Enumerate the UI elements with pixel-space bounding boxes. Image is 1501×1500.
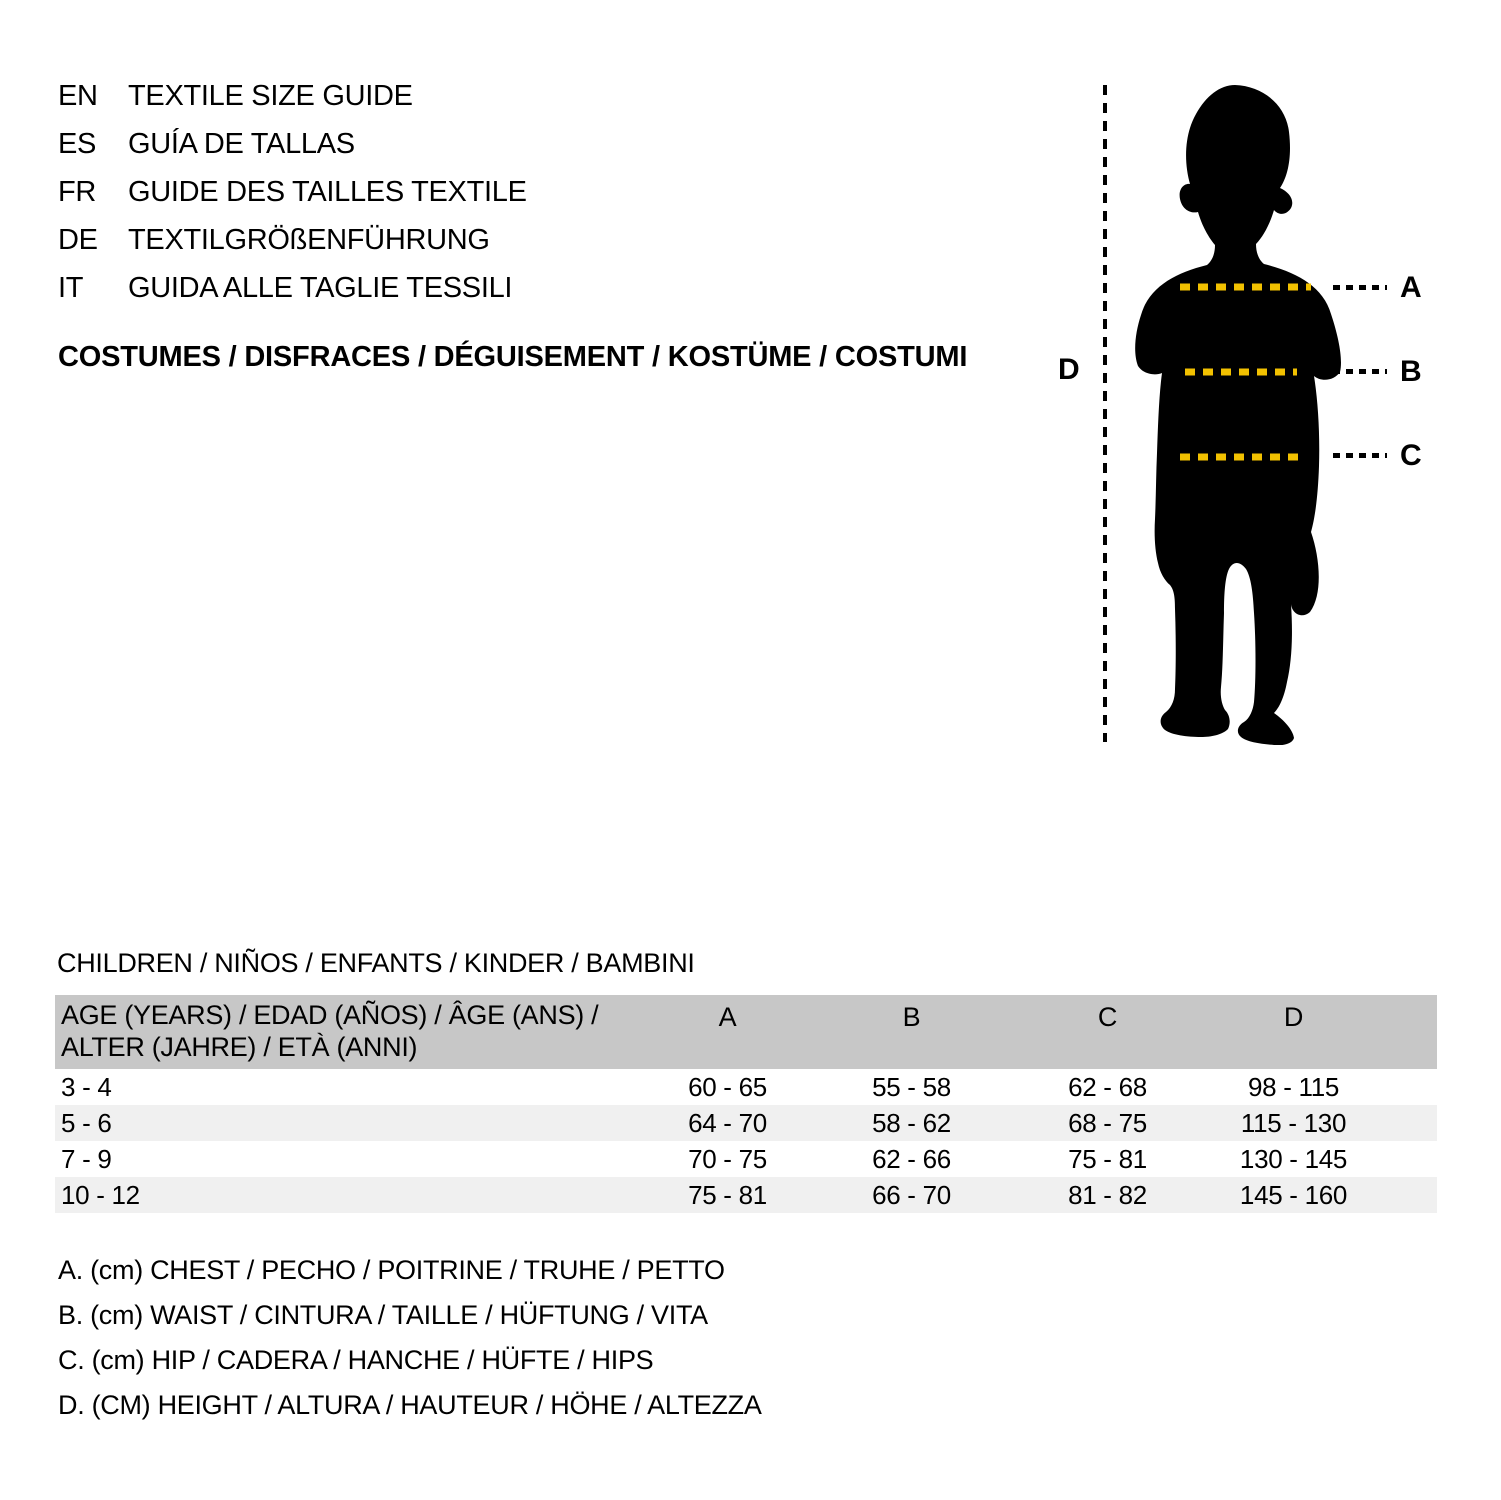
language-code: ES: [58, 127, 97, 160]
column-header-d: D: [1283, 1002, 1304, 1032]
waist-cell: 66 - 70: [872, 1179, 951, 1210]
age-cell: 10 - 12: [61, 1179, 140, 1210]
chest-cell: 60 - 65: [688, 1071, 767, 1102]
language-code: FR: [58, 175, 97, 208]
language-row-es: [58, 120, 527, 168]
header-spacer: [1375, 999, 1437, 1063]
table-row: [55, 1105, 1437, 1141]
table-row: [55, 1177, 1437, 1213]
age-header-line2: ALTER (JAHRE) / ETÀ (ANNI): [61, 1032, 418, 1062]
height-measure-line-d: [1103, 85, 1107, 742]
waist-cell: 55 - 58: [872, 1071, 951, 1102]
table-row: [55, 1141, 1437, 1177]
age-header-line1: AGE (YEARS) / EDAD (AÑOS) / ÂGE (ANS) /: [61, 1000, 599, 1030]
guide-title-es: GUÍA DE TALLAS: [128, 127, 355, 160]
legend-height: D. (CM) HEIGHT / ALTURA / HAUTEUR / HÖHE / ALTEZZA: [58, 1390, 762, 1420]
table-header-row: [55, 995, 1437, 1069]
guide-title-de: TEXTILGRÖßENFÜHRUNG: [128, 223, 490, 256]
table-row: [55, 1069, 1437, 1105]
category-title: COSTUMES / DISFRACES / DÉGUISEMENT / KOSTÜME / COSTUMI: [58, 341, 968, 373]
language-code: DE: [58, 223, 98, 256]
hip-cell: 68 - 75: [1068, 1107, 1147, 1138]
waist-cell: 62 - 66: [872, 1143, 951, 1174]
chest-cell: 64 - 70: [688, 1107, 767, 1138]
height-cell: 98 - 115: [1247, 1071, 1340, 1102]
language-code: EN: [58, 79, 98, 112]
chest-label-a: A: [1400, 271, 1422, 304]
waist-label-b: B: [1400, 355, 1422, 388]
chest-cell: 75 - 81: [688, 1179, 767, 1210]
child-body-shape: [1135, 85, 1341, 745]
language-row-en: [58, 72, 527, 120]
age-cell: 5 - 6: [61, 1107, 112, 1138]
legend-waist: B. (cm) WAIST / CINTURA / TAILLE / HÜFTUNG / VITA: [58, 1300, 708, 1330]
language-code: IT: [58, 271, 84, 304]
section-title-children: CHILDREN / NIÑOS / ENFANTS / KINDER / BAMBINI: [57, 948, 695, 978]
language-row-it: [58, 264, 527, 312]
age-cell: 7 - 9: [61, 1143, 112, 1174]
language-row-de: [58, 216, 527, 264]
legend-hip: C. (cm) HIP / CADERA / HANCHE / HÜFTE / HIPS: [58, 1345, 654, 1375]
height-cell: 145 - 160: [1239, 1179, 1348, 1210]
connector-line-c: [1333, 453, 1387, 458]
legend-chest: A. (cm) CHEST / PECHO / POITRINE / TRUHE / PETTO: [58, 1255, 725, 1285]
hip-cell: 81 - 82: [1068, 1179, 1147, 1210]
height-label-d: D: [1058, 353, 1080, 386]
language-row-fr: [58, 168, 527, 216]
guide-title-en: TEXTILE SIZE GUIDE: [128, 79, 413, 112]
waist-cell: 58 - 62: [872, 1107, 951, 1138]
guide-title-it: GUIDA ALLE TAGLIE TESSILI: [128, 271, 513, 304]
hip-cell: 75 - 81: [1068, 1143, 1147, 1174]
height-cell: 115 - 130: [1240, 1107, 1347, 1138]
guide-title-fr: GUIDE DES TAILLES TEXTILE: [128, 175, 527, 208]
connector-line-b: [1333, 369, 1387, 374]
connector-line-a: [1333, 285, 1387, 290]
age-column-header: [55, 999, 635, 1063]
language-title-list: [58, 72, 527, 312]
column-header-b: B: [902, 1002, 921, 1032]
age-cell: 3 - 4: [61, 1071, 112, 1102]
measurement-legend: [58, 1248, 762, 1428]
hip-cell: 62 - 68: [1068, 1071, 1147, 1102]
size-table: [55, 995, 1437, 1213]
hip-label-c: C: [1400, 439, 1422, 472]
chest-cell: 70 - 75: [688, 1143, 767, 1174]
column-header-a: A: [718, 1002, 737, 1032]
height-cell: 130 - 145: [1239, 1143, 1348, 1174]
child-silhouette: [1125, 85, 1375, 745]
column-header-c: C: [1097, 1002, 1118, 1032]
